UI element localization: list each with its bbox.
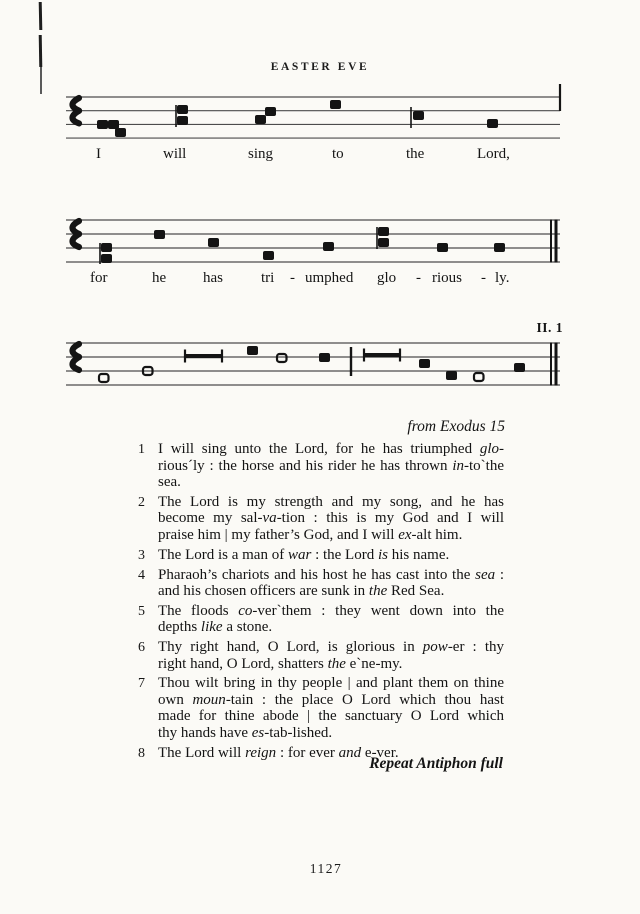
note-square [514, 363, 525, 372]
note-square [108, 120, 119, 129]
note-square [378, 238, 389, 247]
scan-artifact [39, 2, 43, 30]
verse-line: right hand, O Lord, shatters the e`ne-my. [158, 655, 403, 672]
lyric-syllable: ly. [495, 270, 510, 286]
verse-row [138, 639, 504, 672]
verse-line: own moun-tain : the place O Lord which thou hast [158, 691, 504, 708]
verse-line: thy hands have es-tab-lished. [158, 724, 333, 741]
verse-text [158, 547, 504, 564]
note-square [154, 230, 165, 239]
note-square [101, 254, 112, 263]
lyric-syllable: glo [377, 270, 397, 286]
note-square [419, 359, 430, 368]
verse-line: The Lord will reign : for ever and e-ver. [158, 744, 399, 761]
verse-line: Thy right hand, O Lord, is glorious in pow-er : thy [158, 638, 504, 655]
verse-line: The floods co-ver`them : they went down into the [158, 602, 504, 619]
double-barline [550, 343, 552, 386]
note-square [437, 243, 448, 252]
section-caption: from Exodus 15 [407, 418, 505, 435]
note-square [378, 227, 389, 236]
note-square [446, 371, 457, 380]
verse-line: The Lord is my strength and my song, and he has [158, 493, 504, 510]
note-square [177, 105, 188, 114]
verse-number: 5 [138, 603, 145, 619]
verse-line: rious´ly : the horse and his rider he has thrown in-to`the [158, 457, 504, 474]
note-square [255, 115, 266, 124]
verse-line: depths like a stone. [158, 619, 273, 636]
clef [73, 98, 80, 111]
double-barline [555, 343, 558, 386]
clef [73, 221, 80, 234]
verse-text [158, 567, 504, 600]
lyric-syllable: he [152, 270, 167, 286]
lyric-syllable: - [481, 270, 486, 286]
verse-row [138, 603, 504, 636]
verse-line: become my sal-va-tion : this is my God and I will [158, 510, 505, 527]
clef [73, 344, 80, 357]
note-square [208, 238, 219, 247]
lyric-syllable: tri [261, 270, 275, 286]
psalm-verses [138, 441, 504, 765]
lyric-syllable: has [203, 270, 223, 286]
verse-text [158, 675, 504, 741]
double-barline [550, 220, 552, 263]
page-title: EASTER EVE [270, 61, 370, 73]
verse-number: 7 [138, 676, 145, 692]
verse-row [138, 567, 504, 600]
lyric-syllable: the [406, 146, 425, 162]
note-hollow-square [99, 374, 109, 382]
note-square [263, 251, 274, 260]
verse-number: 4 [138, 567, 145, 583]
verse-line: Thou wilt bring in thy people | and plant them on thine [158, 675, 504, 692]
verse-text [158, 441, 504, 491]
note-square [494, 243, 505, 252]
verse-text [158, 494, 504, 544]
note-square [115, 128, 126, 137]
lyric-syllable: I [96, 146, 101, 162]
page-number: 1127 [309, 861, 343, 876]
verse-text [158, 639, 504, 672]
verse-line: I will sing unto the Lord, for he has triumphed glo- [158, 441, 504, 457]
note-square [247, 346, 258, 355]
verse-line: sea. [158, 474, 181, 491]
verse-row [138, 547, 504, 564]
double-barline [555, 220, 558, 263]
lyric-syllable: - [290, 270, 295, 286]
lyric-syllable: Lord, [477, 146, 510, 162]
verse-number: 6 [138, 639, 145, 655]
note-square [323, 242, 334, 251]
verse-row [138, 675, 504, 741]
clef [73, 111, 80, 124]
lyric-syllable: to [332, 146, 344, 162]
verse-row [138, 494, 504, 544]
note-square [265, 107, 276, 116]
note-square [97, 120, 108, 129]
lyric-syllable: for [90, 270, 108, 286]
staff-system-psalm-tone [66, 343, 560, 386]
note-square [177, 116, 188, 125]
verse-line: Pharaoh’s chariots and his host he has cast into the sea : [158, 566, 504, 583]
repeat-antiphon-note: Repeat Antiphon full [369, 755, 503, 772]
lyric-syllable: umphed [305, 270, 354, 286]
verse-row [138, 441, 504, 491]
clef [73, 357, 80, 370]
lyric-syllable: rious [432, 270, 462, 286]
verse-number: 8 [138, 745, 145, 761]
psalm-tone-label: II. 1 [536, 320, 563, 335]
clef [73, 234, 80, 247]
reciting-tone-bar [185, 354, 222, 358]
staff-system-antiphon-line-2 [66, 220, 560, 265]
lyric-syllable: will [163, 146, 187, 162]
note-square [330, 100, 341, 109]
lyric-syllable: sing [248, 146, 274, 162]
note-hollow-square [277, 354, 287, 362]
verse-number: 1 [138, 442, 145, 457]
staff-system-antiphon-line-1 [66, 84, 560, 138]
note-square [413, 111, 424, 120]
note-hollow-square [474, 373, 484, 381]
verse-number: 3 [138, 547, 145, 563]
verse-text [158, 603, 504, 636]
verse-line: praise him | my father’s God, and I will ex-alt him. [158, 526, 463, 543]
note-square [319, 353, 330, 362]
note-square [487, 119, 498, 128]
verse-line: and his chosen officers are sunk in the Red Sea. [158, 583, 445, 600]
note-square [101, 243, 112, 252]
verse-line: made for thine abode | the sanctuary O Lord which [158, 708, 504, 725]
note-hollow-square [143, 367, 153, 375]
verse-line: The Lord is a man of war : the Lord is his name. [158, 546, 450, 563]
verse-number: 2 [138, 494, 145, 510]
reciting-tone-bar [364, 353, 400, 357]
lyric-syllable: - [416, 270, 421, 286]
